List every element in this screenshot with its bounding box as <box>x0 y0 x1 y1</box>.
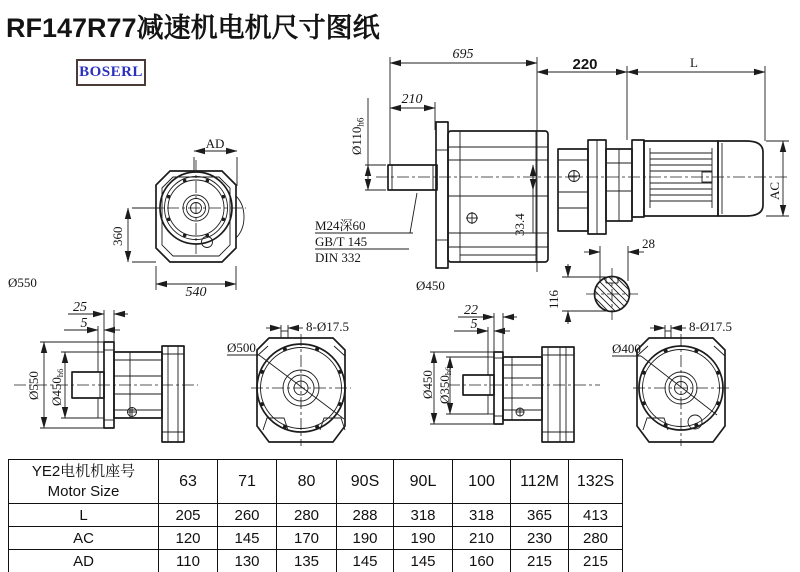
dim-label-AC: AC <box>767 181 782 200</box>
motor-size-col: 100 <box>453 460 511 504</box>
dim-label-L: L <box>690 55 698 70</box>
table-header-cn: YE2电机机座号 <box>31 462 136 480</box>
dim-label-b3-d350: Ø350h6 <box>437 366 453 404</box>
cell: 280 <box>277 504 337 527</box>
note-thread: M24深60 <box>315 218 366 233</box>
flange-front-view-large <box>227 319 349 442</box>
cell: 365 <box>511 504 569 527</box>
motor-size-col: 71 <box>218 460 277 504</box>
cell: 190 <box>337 527 394 550</box>
motor-side-view <box>537 55 789 234</box>
cell: 190 <box>394 527 453 550</box>
cell: 130 <box>218 550 277 572</box>
brand-logo: BOSERL <box>76 59 146 86</box>
dim-label-b2-d500: Ø500 <box>227 340 256 355</box>
cell: 205 <box>159 504 218 527</box>
cell: 260 <box>218 504 277 527</box>
cell: 215 <box>511 550 569 572</box>
flange-front-view-small <box>612 319 732 442</box>
gearbox-front-view <box>8 136 244 300</box>
dim-label-210: 210 <box>401 92 423 107</box>
cell: 210 <box>453 527 511 550</box>
dim-label-b3-d450: Ø450 <box>420 370 435 399</box>
dim-label-695: 695 <box>452 47 474 62</box>
dim-label-b1-25: 25 <box>73 300 87 315</box>
dim-label-334: 33.4 <box>512 213 527 236</box>
table-header-row <box>9 460 623 504</box>
table-header-motor-size <box>9 460 159 504</box>
cell: 110 <box>159 550 218 572</box>
row-label: AC <box>9 527 159 550</box>
dim-label-360: 360 <box>110 226 125 246</box>
dim-label-220: 220 <box>572 56 598 73</box>
cell: 318 <box>394 504 453 527</box>
cell: 170 <box>277 527 337 550</box>
cell: 160 <box>453 550 511 572</box>
dim-label-ad: AD <box>205 136 225 151</box>
cell: 230 <box>511 527 569 550</box>
dim-label-b2-holes: 8-Ø17.5 <box>306 319 349 334</box>
motor-size-col: 132S <box>569 460 623 504</box>
flange-side-view-large <box>26 300 184 442</box>
dim-label-b1-d550: Ø550 <box>26 371 41 400</box>
dim-label-front-d550: Ø550 <box>8 275 37 290</box>
dim-label-mid-d450: Ø450 <box>416 278 445 293</box>
cell: 145 <box>218 527 277 550</box>
dim-label-b1-5: 5 <box>80 316 88 331</box>
motor-size-col: 90L <box>394 460 453 504</box>
cell: 120 <box>159 527 218 550</box>
motor-size-col: 90S <box>337 460 394 504</box>
dim-label-b1-d450: Ø450h6 <box>49 368 65 406</box>
cell: 145 <box>394 550 453 572</box>
cell: 413 <box>569 504 623 527</box>
dim-label-b4-holes: 8-Ø17.5 <box>689 319 732 334</box>
shaft-section-view <box>546 236 655 324</box>
cell: 215 <box>569 550 623 572</box>
page-title: RF147R77减速机电机尺寸图纸 <box>6 13 380 43</box>
cell: 288 <box>337 504 394 527</box>
motor-size-col: 112M <box>511 460 569 504</box>
row-label: L <box>9 504 159 527</box>
dim-label-b3-5: 5 <box>470 317 478 332</box>
table-row-AD <box>9 550 623 572</box>
motor-dimension-table <box>8 459 623 572</box>
gearbox-side-view <box>315 47 548 293</box>
dim-label-shaft-dia: Ø110h6 <box>349 117 366 155</box>
cell: 135 <box>277 550 337 572</box>
dim-label-b3-22: 22 <box>464 303 478 318</box>
motor-size-col: 63 <box>159 460 218 504</box>
row-label: AD <box>9 550 159 572</box>
dim-label-540: 540 <box>185 285 207 300</box>
table-row-L <box>9 504 623 527</box>
cell: 318 <box>453 504 511 527</box>
table-header-en: Motor Size <box>47 482 120 500</box>
dim-label-116: 116 <box>546 289 561 309</box>
note-din: DIN 332 <box>315 250 361 265</box>
note-gbt: GB/T 145 <box>315 234 368 249</box>
cell: 280 <box>569 527 623 550</box>
cell: 145 <box>337 550 394 572</box>
dim-label-b4-d400: Ø400 <box>612 341 641 356</box>
motor-size-col: 80 <box>277 460 337 504</box>
flange-side-view-small <box>420 303 574 442</box>
dim-label-28: 28 <box>642 236 655 251</box>
table-row-AC <box>9 527 623 550</box>
